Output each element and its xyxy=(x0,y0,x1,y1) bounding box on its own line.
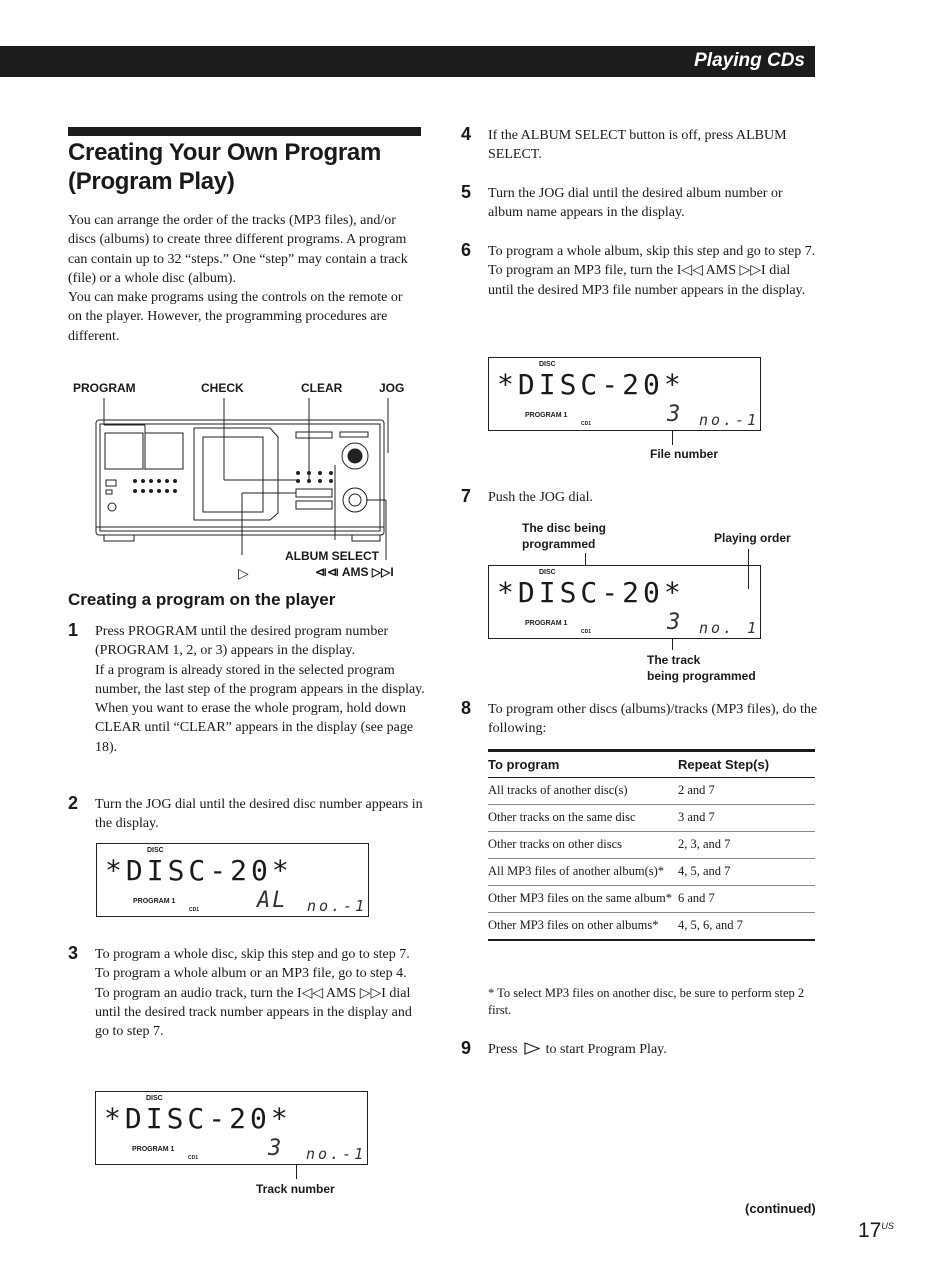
display-step-7 xyxy=(488,565,761,639)
step-number-9: 9 xyxy=(461,1038,472,1058)
page-number xyxy=(858,1219,894,1243)
display-segment: 3 xyxy=(667,610,683,635)
play-icon xyxy=(525,1042,538,1054)
table-row xyxy=(488,832,815,859)
intro-paragraph-1: You can arrange the order of the tracks (MP3 files), and/or discs (albums) to create three different programs. A program can contain up to 32 “steps.” One “step” may contain a track (file) or a whole disc (album). xyxy=(68,213,408,286)
table-cell: All tracks of another disc(s) xyxy=(488,778,678,805)
display-segment: 3 xyxy=(268,1136,284,1161)
label-disc-being-programmed-line2: programmed xyxy=(522,537,596,551)
step-7-text xyxy=(488,488,818,507)
table-cell: All MP3 files of another album(s)* xyxy=(488,859,678,886)
step-number-1: 1 xyxy=(68,620,79,640)
footnote: * To select MP3 files on another disc, be sure to perform step 2 first. xyxy=(488,986,805,1017)
label-disc-being-programmed xyxy=(522,520,606,552)
table-cell: 4, 5, and 7 xyxy=(678,859,815,886)
table-cell: Other MP3 files on other albums* xyxy=(488,913,678,941)
step-3-text-a: To program a whole disc, skip this step and go to step 7. xyxy=(95,947,410,962)
step-number-8: 8 xyxy=(461,698,472,718)
step-6-text xyxy=(488,242,818,300)
table-row xyxy=(488,778,815,805)
step-5-text xyxy=(488,184,818,223)
display-disc-label: DISC xyxy=(146,1095,163,1102)
step-9-text-pre: Press xyxy=(488,1042,518,1057)
playing-order-leader xyxy=(748,549,749,589)
table-header: Repeat Step(s) xyxy=(678,751,815,778)
step-8-text-a: To program other discs (albums)/tracks (MP3 files), do the following: xyxy=(488,702,818,737)
display-cd-label: CD1 xyxy=(581,629,592,635)
table-cell: 2, 3, and 7 xyxy=(678,832,815,859)
display-program-label: PROGRAM 1 xyxy=(132,1146,175,1153)
page-number-value: 17 xyxy=(858,1219,882,1242)
step-3-text xyxy=(95,945,425,1041)
header-bar xyxy=(0,46,815,77)
table-cell: Other MP3 files on the same album* xyxy=(488,886,678,913)
track-number-leader xyxy=(296,1165,297,1179)
step-number-2: 2 xyxy=(68,793,79,813)
step-9-text xyxy=(488,1040,818,1059)
step-3-text-c: To program an audio track, turn the I◁◁ AMS ▷▷I dial until the desired track number appears in the display and go to step 7. xyxy=(95,985,412,1040)
display-program-label: PROGRAM 1 xyxy=(133,898,176,905)
step-5-text-a: Turn the JOG dial until the desired album number or album name appears in the display. xyxy=(488,186,783,221)
continued-label: (continued) xyxy=(745,1201,816,1216)
callout-ams: ⧏⧏ AMS ▷▷I xyxy=(315,565,394,579)
page-number-suffix: US xyxy=(881,1221,894,1231)
step-number-3: 3 xyxy=(68,943,79,963)
section-heading: Creating a program on the player xyxy=(68,590,336,609)
table-header-row xyxy=(488,751,815,778)
display-cd-label: CD1 xyxy=(189,907,200,913)
display-main-text: *DISC-20* xyxy=(104,1102,292,1135)
page-title-line2: (Program Play) xyxy=(68,168,235,195)
step-2-text-a: Turn the JOG dial until the desired disc number appears in the display. xyxy=(95,797,423,832)
display-disc-label: DISC xyxy=(147,847,164,854)
label-file-number: File number xyxy=(650,447,719,461)
table-row xyxy=(488,913,815,941)
intro-paragraph-2: You can make programs using the controls on the remote or on the player. However, the programming procedures are different. xyxy=(68,290,403,344)
table-cell: 6 and 7 xyxy=(678,886,815,913)
callout-program: PROGRAM xyxy=(73,381,136,395)
display-number: no.-1 xyxy=(699,411,760,429)
display-program-label: PROGRAM 1 xyxy=(525,620,568,627)
step-7-text-a: Push the JOG dial. xyxy=(488,490,593,505)
callout-album-select: ALBUM SELECT xyxy=(285,549,379,563)
display-step-6 xyxy=(488,357,761,431)
label-track-being-programmed-line2: being programmed xyxy=(647,669,756,683)
label-disc-being-programmed-line1: The disc being xyxy=(522,521,607,535)
program-table xyxy=(488,749,815,941)
display-main-text: *DISC-20* xyxy=(497,576,685,609)
step-1-text-a: Press PROGRAM until the desired program number (PROGRAM 1, 2, or 3) appears in the display. xyxy=(95,624,389,659)
table-cell: 2 and 7 xyxy=(678,778,815,805)
display-disc-label: DISC xyxy=(539,361,556,368)
title-rule xyxy=(68,127,421,136)
step-1-text xyxy=(95,622,425,757)
step-6-text-a: To program a whole album, skip this step and go to step 7. xyxy=(488,244,816,259)
display-step-3 xyxy=(95,1091,368,1165)
display-segment: 3 xyxy=(667,402,683,427)
step-9-text-post: to start Program Play. xyxy=(545,1042,667,1057)
table-cell: Other tracks on other discs xyxy=(488,832,678,859)
display-program-label: PROGRAM 1 xyxy=(525,412,568,419)
step-2-text xyxy=(95,795,425,834)
label-playing-order: Playing order xyxy=(714,531,791,545)
step-6-text-b: To program an MP3 file, turn the I◁◁ AMS ▷▷I dial until the desired MP3 file number appears in the display. xyxy=(488,263,806,298)
cd-player-illustration xyxy=(90,395,410,565)
display-number: no.-1 xyxy=(307,897,368,915)
step-8-text xyxy=(488,700,818,739)
step-1-text-b: If a program is already stored in the selected program number, the last step of the program appears in the display. When you want to erase the whole program, hold down CLEAR until “CLEAR” appears in the display (see page 18). xyxy=(95,662,425,755)
step-number-6: 6 xyxy=(461,240,472,260)
page-title-line1: Creating Your Own Program xyxy=(68,139,381,166)
step-number-4: 4 xyxy=(461,124,472,144)
label-track-being-programmed-line1: The track xyxy=(647,653,701,667)
table-row xyxy=(488,805,815,832)
callout-play-symbol: ▷ xyxy=(238,565,249,581)
step-4-text xyxy=(488,126,818,165)
display-number: no. 1 xyxy=(699,619,760,637)
display-cd-label: CD1 xyxy=(188,1155,199,1161)
page-title xyxy=(68,138,428,196)
track-leader xyxy=(672,638,673,650)
table-row xyxy=(488,886,815,913)
display-segment: AL xyxy=(257,888,288,913)
callout-jog: JOG xyxy=(379,381,405,395)
table-cell: 3 and 7 xyxy=(678,805,815,832)
display-disc-label: DISC xyxy=(539,569,556,576)
label-track-being-programmed xyxy=(647,652,756,684)
display-main-text: *DISC-20* xyxy=(105,854,293,887)
intro-text xyxy=(68,211,418,346)
callout-check: CHECK xyxy=(201,381,244,395)
table-header: To program xyxy=(488,751,678,778)
display-main-text: *DISC-20* xyxy=(497,368,685,401)
section-title: Playing CDs xyxy=(694,50,805,71)
step-4-text-a: If the ALBUM SELECT button is off, press ALBUM SELECT. xyxy=(488,128,787,163)
file-number-leader xyxy=(672,431,673,445)
display-cd-label: CD1 xyxy=(581,421,592,427)
callout-clear: CLEAR xyxy=(301,381,343,395)
step-number-5: 5 xyxy=(461,182,472,202)
step-number-7: 7 xyxy=(461,486,472,506)
table-row xyxy=(488,859,815,886)
disc-leader xyxy=(585,553,586,565)
display-step-2 xyxy=(96,843,369,917)
label-track-number: Track number xyxy=(256,1182,335,1196)
table-cell: 4, 5, 6, and 7 xyxy=(678,913,815,941)
step-3-text-b: To program a whole album or an MP3 file, go to step 4. xyxy=(95,966,407,982)
table-cell: Other tracks on the same disc xyxy=(488,805,678,832)
display-number: no.-1 xyxy=(306,1145,367,1163)
